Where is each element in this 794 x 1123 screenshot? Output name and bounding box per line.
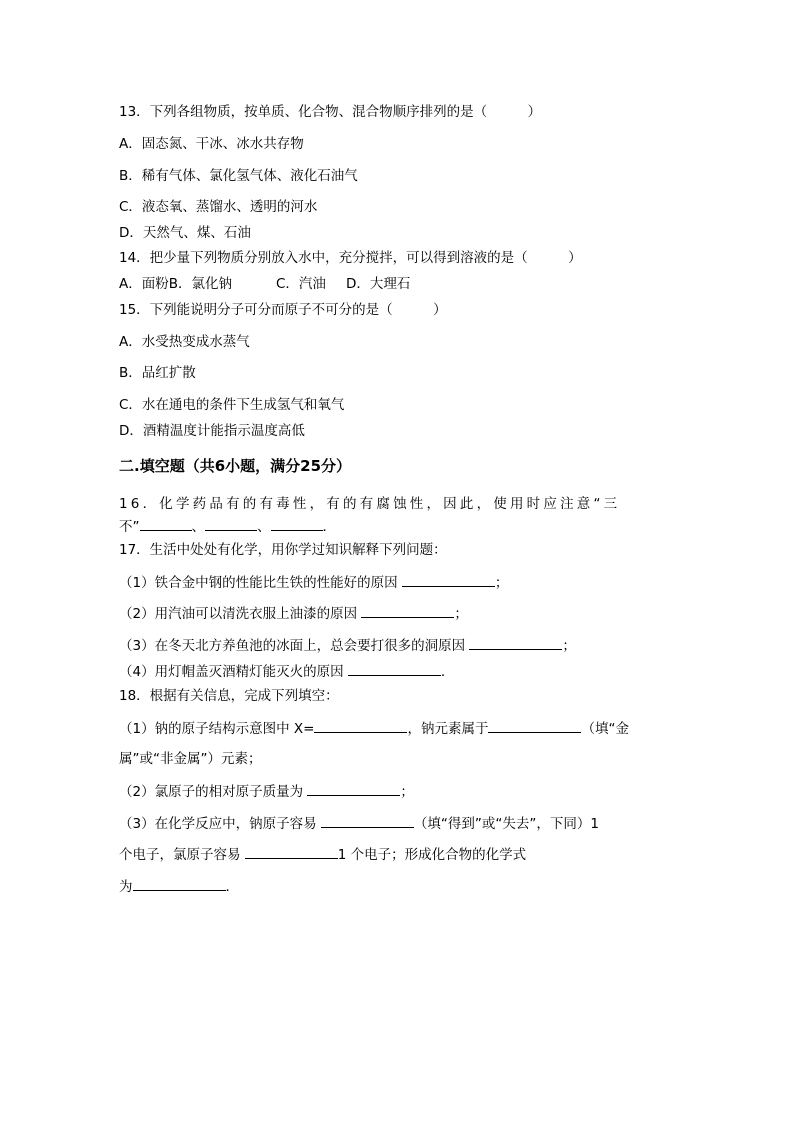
q14-options: [119, 275, 410, 293]
q18-part-1-cont: 属”或“非金属”）元素；: [119, 751, 262, 767]
q18-part-3: （3）在化学反应中，钠原子容易 （填“得到”或“失去”，下同）1: [119, 816, 599, 832]
q18-part-3-formula: 为 ．: [119, 879, 239, 895]
q16-blank-1[interactable]: [140, 517, 192, 531]
q14-option-c: C．汽油: [276, 276, 326, 292]
q15-option-c: C．水在通电的条件下生成氢气和氧气: [119, 397, 345, 413]
q14-stem: 14．把少量下列物质分别放入水中，充分搅拌，可以得到溶液的是（ ）: [119, 250, 582, 266]
q14-option-d: D．大理石: [345, 276, 411, 292]
q17-stem: 17．生活中处处有化学，用你学过知识解释下列问题：: [119, 542, 447, 558]
q17-part-2: （2）用汽油可以清洗衣服上油漆的原因 ；: [119, 606, 468, 622]
q18-part-2: （2）氯原子的相对原子质量为 ；: [119, 784, 414, 800]
q17-blank-2[interactable]: [361, 604, 454, 618]
q13-option-b: B．稀有气体、氯化氢气体、液化石油气: [119, 168, 358, 184]
q15-option-b: B．品红扩散: [119, 365, 196, 381]
q15-option-a: A．水受热变成水蒸气: [119, 334, 250, 350]
q17-part-4: （4）用灯帽盖灭酒精灯能灭火的原因 ．: [119, 664, 455, 680]
q15-option-d: D．酒精温度计能指示温度高低: [119, 423, 305, 439]
q13-stem: 13．下列各组物质，按单质、化合物、混合物顺序排列的是（ ）: [119, 104, 542, 120]
q18-blank-x[interactable]: [314, 719, 407, 733]
q18-blank-element-type[interactable]: [488, 719, 581, 733]
q18-part-1: （1）钠的原子结构示意图中 X= ，钠元素属于 （填“金: [119, 721, 629, 737]
q17-part-3: （3）在冬天北方养鱼池的冰面上，总会要打很多的洞原因 ；: [119, 638, 576, 654]
q16-blank-2[interactable]: [205, 517, 257, 531]
q18-blank-formula[interactable]: [133, 877, 226, 891]
q17-part-1: （1）铁合金中钢的性能比生铁的性能好的原因 ；: [119, 575, 509, 591]
q16-line2: 不” 、 、 ．: [119, 519, 336, 535]
q18-blank-sodium[interactable]: [321, 814, 414, 828]
q17-blank-3[interactable]: [469, 636, 562, 650]
q14-option-ab: A．面粉B．氯化钠: [119, 276, 232, 292]
q13-option-a: A．固态氮、干冰、冰水共存物: [119, 136, 304, 152]
q18-blank-atomic-mass[interactable]: [307, 782, 400, 796]
q15-stem: 15．下列能说明分子可分而原子不可分的是（ ）: [119, 302, 447, 318]
q18-blank-chlorine[interactable]: [245, 845, 338, 859]
q18-part-3-cont: 个电子，氯原子容易 1 个电子；形成化合物的化学式: [119, 847, 527, 863]
q13-option-c: C．液态氧、蒸馏水、透明的河水: [119, 199, 318, 215]
section-title-fill-in: 二.填空题（共6小题，满分25分）: [119, 457, 352, 475]
q17-blank-4[interactable]: [348, 662, 441, 676]
q18-stem: 18．根据有关信息，完成下列填空：: [119, 688, 339, 704]
q16-blank-3[interactable]: [271, 517, 323, 531]
q17-blank-1[interactable]: [402, 573, 495, 587]
q16-line1: 16．化学药品有的有毒性，有的有腐蚀性，因此，使用时应注意“三: [119, 496, 621, 512]
q13-option-d: D．天然气、煤、石油: [119, 225, 251, 241]
